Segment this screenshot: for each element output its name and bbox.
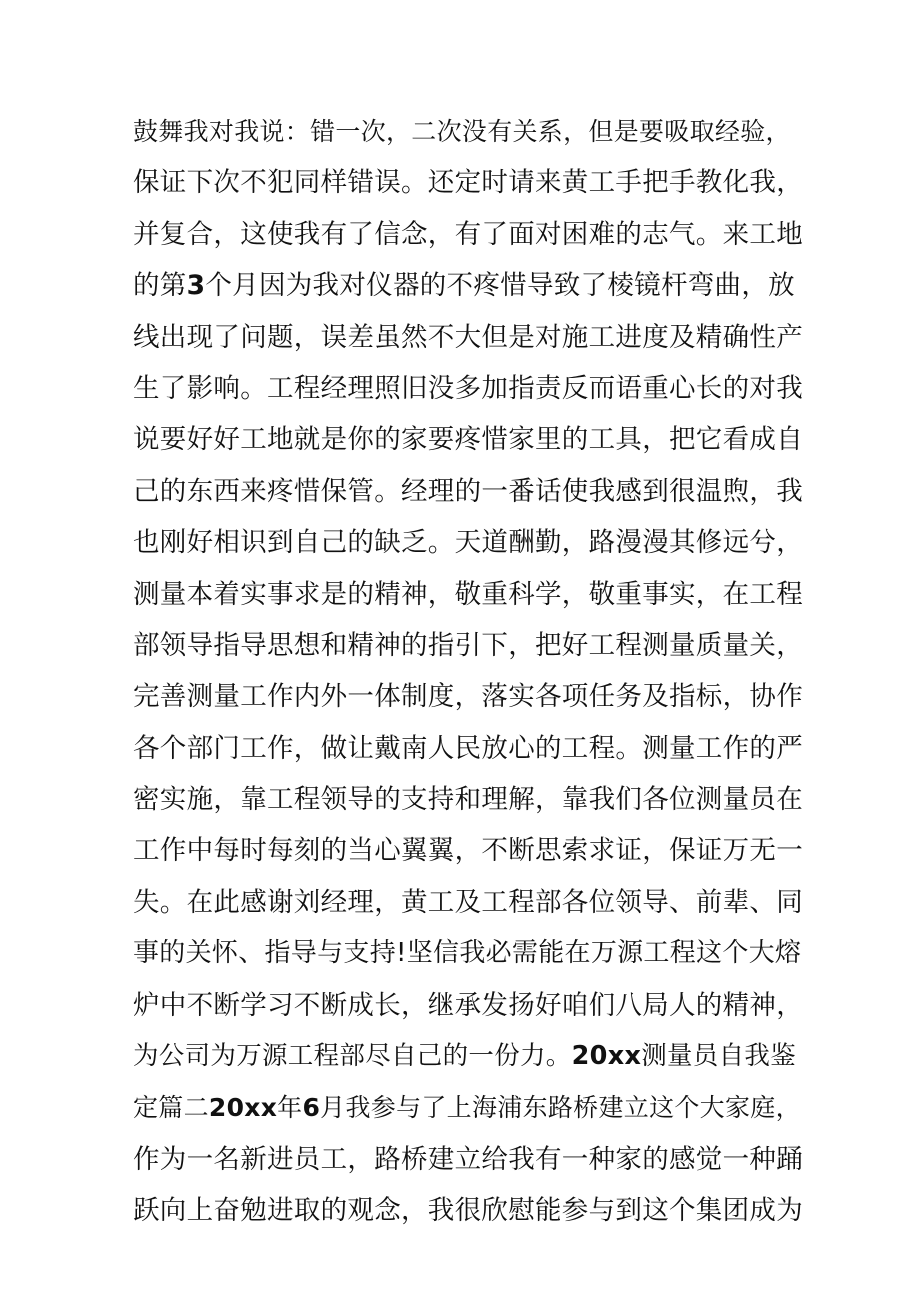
text-line-7: 说要好好工地就是你的家要疼惜家里的工具，把它看成自 xyxy=(133,424,803,456)
text-line-10: 测量本着实事求是的精神，敬重科学，敬重事实，在工程 xyxy=(133,578,803,610)
text-line-4: 的第3个月因为我对仪器的不疼惜导致了棱镜杆弯曲，放 xyxy=(133,270,795,302)
text-line-14: 密实施，靠工程领导的支持和理解，靠我们各位测量员在 xyxy=(133,784,803,816)
body-text xyxy=(133,106,803,1237)
text-line-9: 也刚好相识到自己的缺乏。天道酬勤，路漫漫其修远兮， xyxy=(133,527,803,559)
text-line-17: 事的关怀、指导与支持!坚信我必需能在万源工程这个大熔 xyxy=(133,938,802,969)
text-line-19: 为公司为万源工程部尽自己的一份力。20xx测量员自我鉴 xyxy=(133,1041,797,1072)
text-line-6: 生了影响。工程经理照旧没多加指责反而语重心长的对我 xyxy=(133,372,803,404)
text-line-12: 完善测量工作内外一体制度，落实各项任务及指标，协作 xyxy=(133,681,803,713)
text-line-11: 部领导指导思想和精神的指引下，把好工程测量质量关， xyxy=(133,629,803,661)
text-line-1: 鼓舞我对我说：错一次，二次没有关系，但是要吸取经验， xyxy=(133,117,791,146)
text-line-16: 失。在此感谢刘经理，黄工及工程部各位领导、前辈、同 xyxy=(133,886,803,918)
text-line-20: 定篇二20xx年6月我参与了上海浦东路桥建立这个大家庭， xyxy=(133,1093,801,1123)
text-line-5: 线出现了问题，误差虽然不大但是对施工进度及精确性产 xyxy=(133,321,803,353)
text-line-21: 作为一名新进员工，路桥建立给我有一种家的感觉一种踊 xyxy=(133,1143,803,1175)
text-line-15: 工作中每时每刻的当心翼翼，不断思索求证，保证万无一 xyxy=(133,835,803,867)
text-line-3: 并复合，这使我有了信念，有了面对困难的志气。来工地 xyxy=(133,218,803,250)
text-line-8: 己的东西来疼惜保管。经理的一番话使我感到很温煦，我 xyxy=(133,475,803,507)
text-line-2: 保证下次不犯同样错误。还定时请来黄工手把手教化我， xyxy=(133,167,803,199)
text-line-13: 各个部门工作，做让戴南人民放心的工程。测量工作的严 xyxy=(133,732,803,764)
text-line-22: 跃向上奋勉进取的观念，我很欣慰能参与到这个集团成为 xyxy=(133,1195,803,1227)
text-line-18: 炉中不断学习不断成长，继承发扬好咱们八局人的精神， xyxy=(133,989,803,1021)
